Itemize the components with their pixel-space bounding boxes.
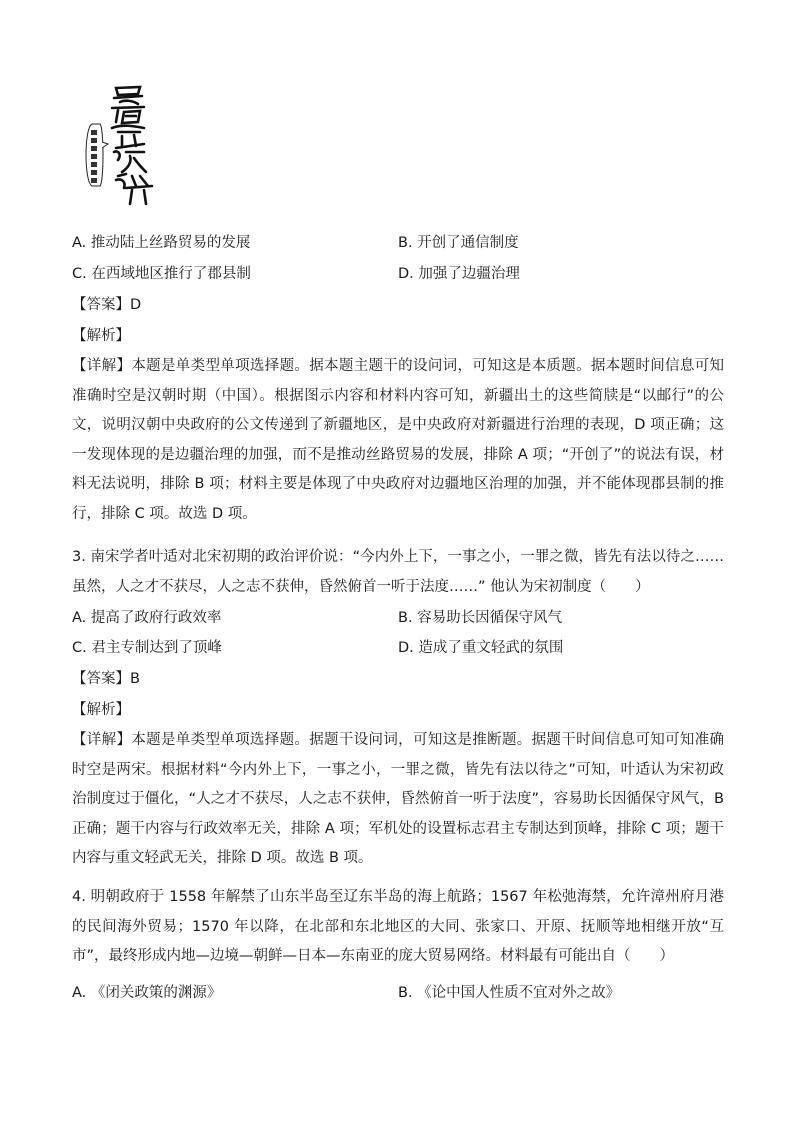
q2-option-c: C. 在西域地区推行了郡县制 xyxy=(72,266,251,282)
q2-option-d: D. 加强了边疆治理 xyxy=(398,266,520,282)
q3-analysis-tag: 【解析】 xyxy=(72,702,130,718)
q4-option-b: B. 《论中国人性质不宜对外之故》 xyxy=(398,985,621,1001)
q3-detail xyxy=(72,726,724,874)
q3-stem: 3. 南宋学者叶适对北宋初期的政治评价说：“今内外上下，一事之小，一罪之微，皆先有法以待之……虽然，人之才不获尽，人之志不获伸，昏然俯首一听于法度……” 他认为宋初制度（ ） xyxy=(72,549,724,595)
q2-detail xyxy=(72,352,724,529)
detail-text: 本题是单类型单项选择题。据本题主题干的设问词，可知这是本质题。据本题时间信息可知准确时空是汉朝时期（中国）。根据图示内容和材料内容可知，新疆出土的这些简牍是“以邮行”的公文，说明汉朝中央政府的公文传递到了新疆地区，是中央政府对新疆进行治理的表现，D 项正确；这一发现体现的是边疆治理的加强，而不是推动丝路贸易的发展，排除 A 项；“开创了”的说法有误，材料无法说明，排除 B 项；材料主要是体现了中央政府对边疆地区治理的加强，并不能体现郡县制的推行，排除 C 项。故选 D 项。 xyxy=(72,358,725,522)
answer-value: B xyxy=(130,671,140,687)
q3-option-d: D. 造成了重文轻武的氛围 xyxy=(398,640,564,656)
q2-option-a: A. 推动陆上丝路贸易的发展 xyxy=(72,235,251,251)
answer-tag: 【答案】 xyxy=(72,297,130,313)
q4-option-a: A. 《闭关政策的渊源》 xyxy=(72,985,222,1001)
bamboo-slip-image xyxy=(78,82,160,206)
q3-answer xyxy=(72,669,140,689)
detail-tag: 【详解】 xyxy=(72,358,132,374)
detail-text: 本题是单类型单项选择题。据题干设问词，可知这是推断题。据题干时间信息可知可知准确时空是两宋。根据材料“今内外上下，一事之小，一罪之微，皆先有法以待之”可知，叶适认为宋初政治制度过于僵化，“人之才不获尽，人之志不获伸，昏然俯首一听于法度”，容易助长因循保守风气，B 正确；题干内容与行政效率无关，排除 A 项；军机处的设置标志君主专制达到顶峰，排除 C 项；题干内容与重文轻武无关，排除 D 项。故选 B 项。 xyxy=(72,732,725,866)
q2-answer xyxy=(72,295,141,315)
q2-option-b: B. 开创了通信制度 xyxy=(398,235,519,251)
answer-value: D xyxy=(130,297,142,313)
detail-tag: 【详解】 xyxy=(72,732,132,748)
q3-option-c: C. 君主专制达到了顶峰 xyxy=(72,640,222,656)
q4-stem: 4. 明朝政府于 1558 年解禁了山东半岛至辽东半岛的海上航路；1567 年松弛海禁，允许漳州府月港的民间海外贸易；1570 年以降，在北部和东北地区的大同、张家口、开原、抚顺等地相继开放“互市”，最终形成内地—边境—朝鲜—日本—东南亚的庞大贸易网络。材料最有可能出自（ ） xyxy=(72,889,724,964)
q2-analysis-tag: 【解析】 xyxy=(72,328,130,344)
q3-option-b: B. 容易助长因循保守风气 xyxy=(398,610,563,626)
answer-tag: 【答案】 xyxy=(72,671,130,687)
q3-option-a: A. 提高了政府行政效率 xyxy=(72,610,222,626)
